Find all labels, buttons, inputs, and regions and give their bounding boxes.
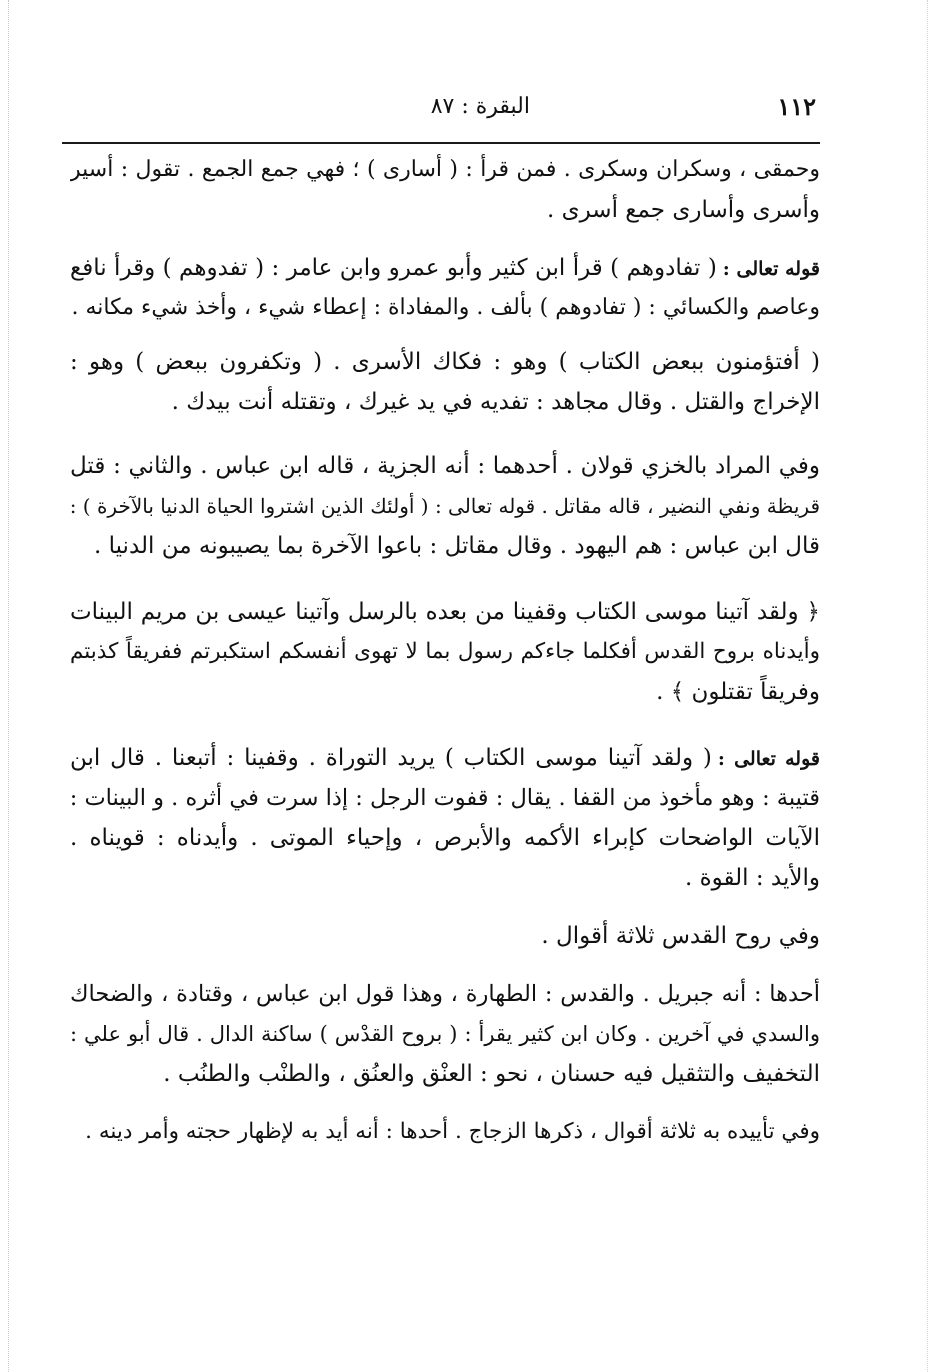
- text-line: والسدي في آخرين . وكان ابن كثير يقرأ : ( بروح القدْس ) ساكنة الدال . قال أبو علي :: [70, 1022, 820, 1046]
- text-line: وحمقى ، وسكران وسكرى . فمن قرأ : ( أسارى ) ؛ فهي جمع الجمع . تقول : أسير: [70, 157, 820, 182]
- paragraph: [70, 1112, 820, 1152]
- text-line: أحدها : أنه جبريل . والقدس : الطهارة ، وهذا قول ابن عباس ، وقتادة ، والضحاك: [70, 981, 820, 1007]
- text-line: ( أفتؤمنون ببعض الكتاب ) وهو : فكاك الأسرى . ( وتكفرون ببعض ) وهو :: [70, 349, 820, 375]
- text-line: وأسرى وأسارى جمع أسرى .: [546, 197, 820, 223]
- paragraph-lead: قوله تعالى :: [717, 748, 820, 770]
- scan-edge-left: [8, 0, 9, 1372]
- text-line: [70, 248, 820, 288]
- text-line: وفي المراد بالخزي قولان . أحدهما : أنه الجزية ، قاله ابن عباس . والثاني : قتل: [70, 453, 820, 479]
- page-number: ١١٢: [777, 92, 816, 121]
- verse-line: وفريقاً تقتلون ﴾ .: [656, 679, 820, 705]
- paragraph: [70, 248, 820, 328]
- text-line: التخفيف والتثقيل فيه حسنان ، نحو : العنْق والعنُق ، والطنْب والطنُب .: [163, 1061, 820, 1087]
- paragraph: [70, 738, 820, 898]
- header-rule: [62, 142, 820, 144]
- verse-line: وأيدناه بروح القدس أفكلما جاءكم رسول بما لا تهوى أنفسكم استكبرتم ففريقاً كذبتم: [70, 639, 820, 664]
- text-line-body: ( ولقد آتينا موسى الكتاب ) يريد التوراة . وقفينا : أتبعنا . قال ابن: [70, 745, 712, 771]
- scan-edge-right: [927, 0, 928, 1372]
- paragraph: [70, 916, 820, 956]
- text-line: الإخراج والقتل . وقال مجاهد : تفديه في يد غيرك ، وتقتله أنت بيدك .: [171, 389, 820, 415]
- page-header: [62, 92, 816, 130]
- paragraph: [70, 342, 820, 422]
- text-line: قال ابن عباس : هم اليهود . وقال مقاتل : باعوا الآخرة بما يصيبونه من الدنيا .: [93, 533, 820, 559]
- verse-line: ﴿ ولقد آتينا موسى الكتاب وقفينا من بعده بالرسل وآتينا عيسى بن مريم البينات: [70, 599, 820, 625]
- text-line-body: ( تفادوهم ) قرأ ابن كثير وأبو عمرو وابن عامر : ( تفدوهم ) وقرأ نافع: [70, 255, 717, 281]
- quran-verse: [70, 592, 820, 712]
- text-line: وفي تأييده به ثلاثة أقوال ، ذكرها الزجاج . أحدها : أنه أيد به لإظهار حجته وأمر دينه .: [85, 1119, 820, 1144]
- text-line: قريظة ونفي النضير ، قاله مقاتل . قوله تعالى : ( أولئك الذين اشتروا الحياة الدنيا بالآخرة ) :: [70, 494, 820, 518]
- paragraph: [70, 974, 820, 1094]
- text-line: وعاصم والكسائي : ( تفادوهم ) بألف . والمفاداة : إعطاء شيء ، وأخذ شيء مكانه .: [71, 295, 820, 320]
- text-line: وفي روح القدس ثلاثة أقوال .: [541, 923, 820, 949]
- paragraph: [70, 150, 820, 230]
- text-line: [70, 738, 820, 778]
- running-title: البقرة : ٨٧: [430, 94, 530, 119]
- text-line: قتيبة : وهو مأخوذ من القفا . يقال : قفوت الرجل : إذا سرت في أثره . و البينات :: [70, 785, 820, 811]
- text-line: والأيد : القوة .: [684, 865, 820, 891]
- text-line: الآيات الواضحات كإبراء الأكمه والأبرص ، وإحياء الموتى . وأيدناه : قويناه .: [70, 825, 820, 851]
- paragraph: [70, 446, 820, 566]
- paragraph-lead: قوله تعالى :: [722, 258, 820, 280]
- page-body: [70, 150, 820, 1168]
